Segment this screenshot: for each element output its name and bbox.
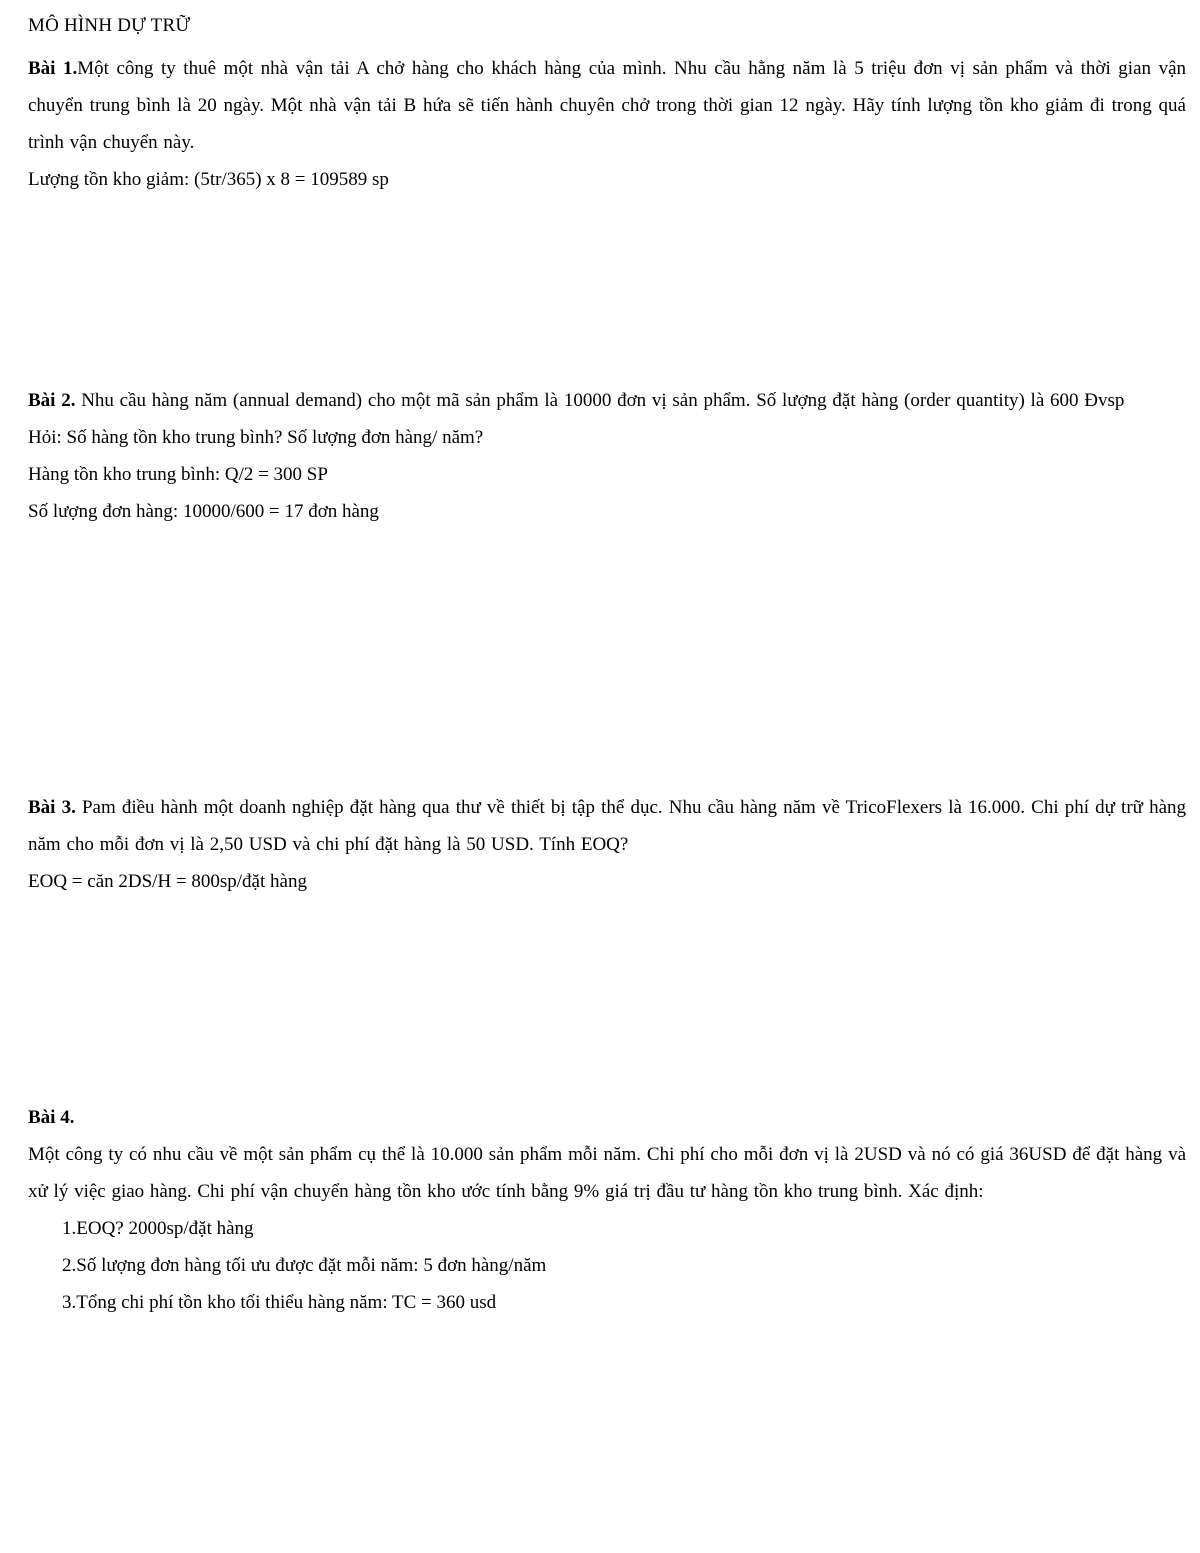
list-item-text: Tổng chi phí tồn kho tối thiểu hàng năm: TC = 360 usd [76,1292,497,1313]
list-item [62,1284,1186,1321]
list-item [62,1210,1186,1247]
exercise-1-text: Một công ty thuê một nhà vận tải A chở hàng cho khách hàng của mình. Nhu cầu hằng năm là 5 triệu đơn vị sản phẩm và thời gian vận chuyển trung bình là 20 ngày. Một nhà vận tải B hứa sẽ tiến hành chuyên chở trong thời gian 12 ngày. Hãy tính lượng tồn kho giảm đi trong quá trình vận chuyển này. [28,58,1186,153]
list-item-text: EOQ? 2000sp/đặt hàng [76,1218,254,1239]
exercise-2-question: Hỏi: Số hàng tồn kho trung bình? Số lượng đơn hàng/ năm? [28,427,484,448]
exercise-2 [28,382,1186,530]
exercise-3-answer: EOQ = căn 2DS/H = 800sp/đặt hàng [28,871,307,892]
exercise-2-statement [28,382,1186,419]
exercise-1-label: Bài 1. [28,58,78,79]
list-item-number: 2. [62,1255,77,1276]
exercise-4-label: Bài 4. [28,1107,75,1128]
list-item [62,1247,1186,1284]
document-title: MÔ HÌNH DỰ TRỮ [28,15,191,36]
list-item-text: Số lượng đơn hàng tối ưu được đặt mỗi năm: 5 đơn hàng/năm [76,1255,547,1276]
exercise-3 [28,789,1186,900]
exercise-3-statement [28,789,1186,863]
exercise-2-answer-order-count: Số lượng đơn hàng: 10000/600 = 17 đơn hàng [28,501,379,522]
exercise-1-statement [28,50,1186,161]
exercise-2-label: Bài 2. [28,390,76,411]
exercise-1 [28,50,1186,198]
exercise-2-answer-average-inventory: Hàng tồn kho trung bình: Q/2 = 300 SP [28,464,328,485]
exercise-3-text: Pam điều hành một doanh nghiệp đặt hàng qua thư về thiết bị tập thể dục. Nhu cầu hàng năm về TricoFlexers là 16.000. Chi phí dự trữ hàng năm cho mỗi đơn vị là 2,50 USD và chi phí đặt hàng là 50 USD. Tính EOQ? [28,797,1186,855]
document [28,12,1186,1313]
exercise-1-answer: Lượng tồn kho giảm: (5tr/365) x 8 = 109589 sp [28,169,389,190]
exercise-4 [28,1099,1186,1321]
exercise-4-answer-list [28,1210,1186,1321]
list-item-number: 3. [62,1292,77,1313]
list-item-number: 1. [62,1218,77,1239]
exercise-4-statement: Một công ty có nhu cầu về một sản phẩm cụ thể là 10.000 sản phẩm mỗi năm. Chi phí cho mỗi đơn vị là 2USD và nó có giá 36USD để đặt hàng và xử lý việc giao hàng. Chi phí vận chuyển hàng tồn kho ước tính bằng 9% giá trị đầu tư hàng tồn kho trung bình. Xác định: [28,1144,1186,1202]
exercise-3-label: Bài 3. [28,797,76,818]
exercise-2-text: Nhu cầu hàng năm (annual demand) cho một mã sản phẩm là 10000 đơn vị sản phẩm. Số lượng đặt hàng (order quantity) là 600 Đvsp [75,390,1125,411]
